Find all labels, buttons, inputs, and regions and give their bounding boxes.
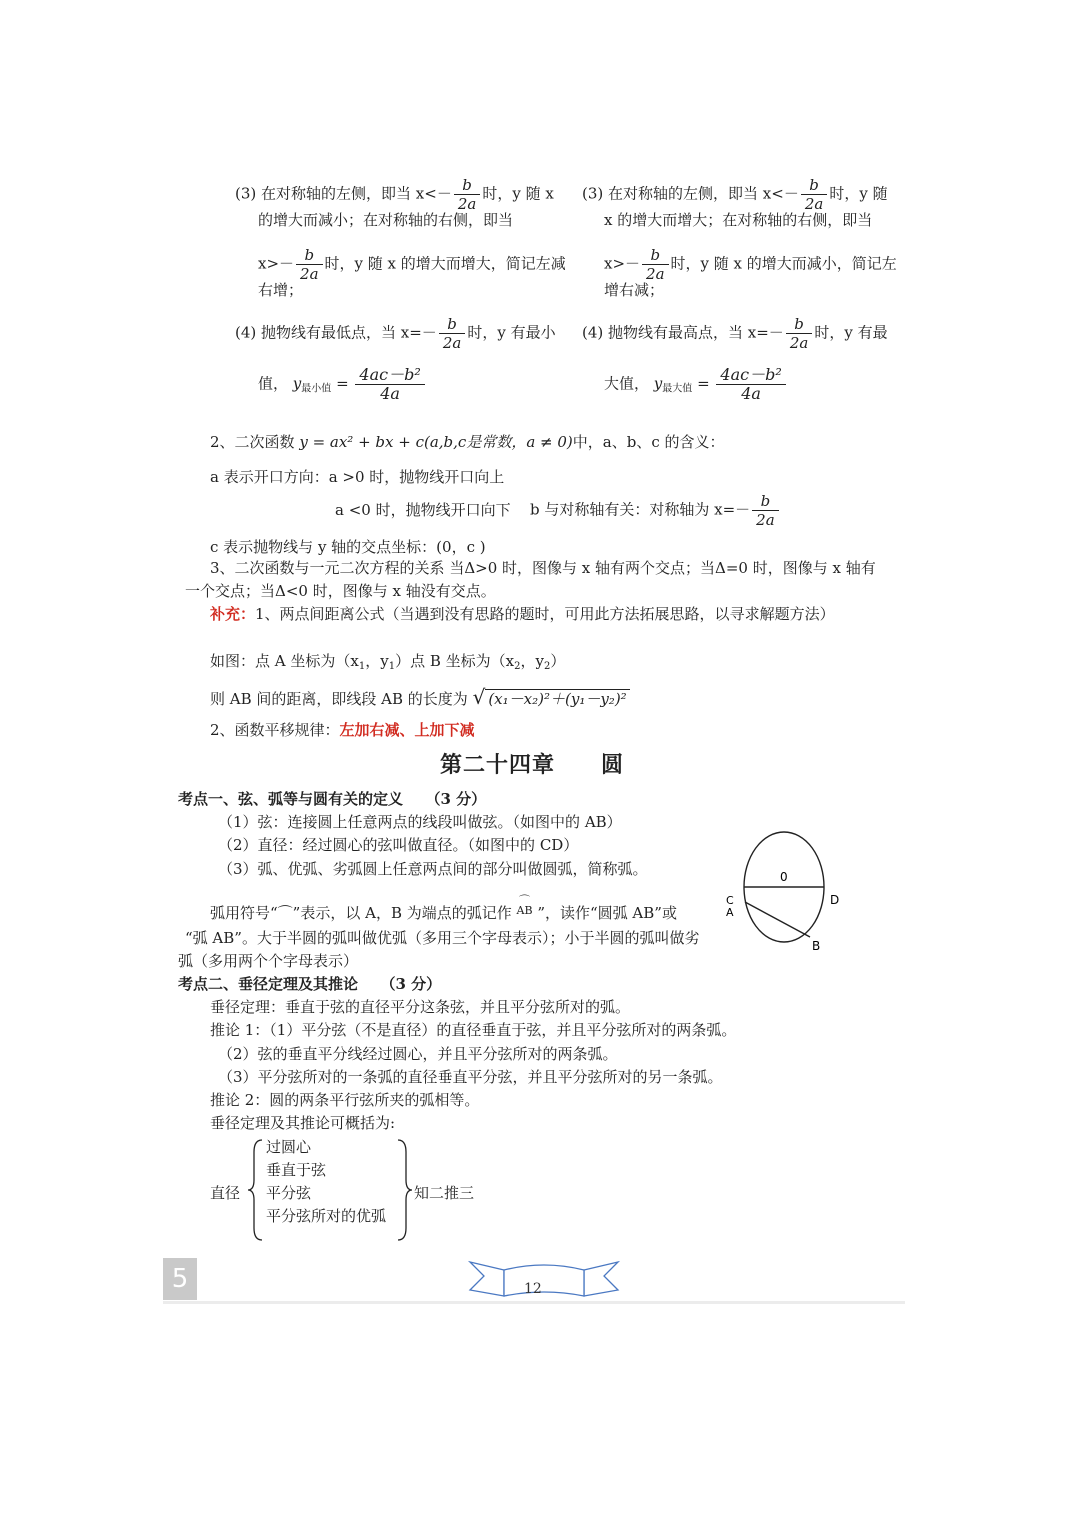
kaodian2-l5: 推论 2：圆的两条平行弦所夹的弧相等。: [210, 1091, 480, 1109]
fraction-b-over-2a: $\frac{b}{2a}$: [439, 315, 466, 352]
chapter-title: 第二十四章 圆: [440, 752, 625, 778]
fraction-b-over-2a: $\frac{b}{2a}$: [752, 492, 779, 529]
footer-divider: [163, 1301, 905, 1304]
section2-b-line: b 与对称轴有关：对称轴为 x=－ $\frac{b}{2a}$: [530, 492, 781, 529]
right-item3-line4: 增右减；: [604, 281, 665, 299]
kaodian2-l4: （3）平分弦所对的一条弧的直径垂直平分弦，并且平分弦所对的另一条弧。: [218, 1068, 723, 1086]
section2-a-line2: a <0 时，抛物线开口向下: [335, 501, 511, 519]
kaodian1-l5: “弧 AB”。大于半圆的弧叫做优弧（多用三个字母表示）；小于半圆的弧叫做劣: [185, 929, 700, 947]
label-o: 0: [780, 870, 788, 884]
section2-line1: 2、二次函数 y = ax² + bx + c(a,b,c是常数，a ≠ 0)中，a、b、c 的含义：: [210, 433, 725, 451]
label-a: A: [726, 906, 734, 919]
fraction-extreme-value: $\frac{\text{4ac－b²}}{4a}$: [355, 366, 424, 403]
section3-line1: 3、二次函数与一元二次方程的关系 当Δ>0 时，图像与 x 轴有两个交点；当Δ=0 时，图像与 x 轴有: [210, 559, 876, 577]
distance-formula: (x₁－x₂)²＋(y₁－y₂)²: [485, 689, 629, 708]
section2-c-line: c 表示抛物线与 y 轴的交点坐标：(0，c ): [210, 538, 486, 556]
kaodian2-title: 考点二、垂径定理及其推论 （3 分）: [178, 975, 442, 993]
circle-diagram: [720, 828, 860, 956]
supplement-label: 补充：: [210, 605, 256, 623]
kaodian1-l4: 弧用符号“⌒”表示，以 A，B 为端点的弧记作 ⌒ AB ”，读作“圆弧 AB”或: [210, 894, 677, 922]
fraction-b-over-2a: $\frac{b}{2a}$: [296, 246, 323, 283]
label-d: D: [830, 893, 840, 907]
right-item4-line1: (4) 抛物线有最高点，当 x=－ $\frac{b}{2a}$ 时，y 有最: [582, 315, 888, 352]
shift-rule: 左加右减、上加下减: [339, 721, 475, 739]
kaodian2-l6: 垂径定理及其推论可概括为:: [210, 1114, 396, 1132]
chord-ab: [745, 902, 810, 937]
kaodian2-l3: （2）弦的垂直平分线经过圆心，并且平分弦所对的两条弧。: [218, 1045, 618, 1063]
left-item3-line3: x>－ $\frac{b}{2a}$ 时，y 随 x 的增大而增大，简记左减: [258, 246, 566, 283]
left-item4-min-value: 值， $y_{最小值}$ = $\frac{\text{4ac－b²}}{4a}$: [258, 366, 427, 403]
supplement-distance-line: 则 AB 间的距离，即线段 AB 的长度为 √ (x₁－x₂)²＋(y₁－y₂)²: [210, 687, 630, 709]
brace-item-1: 垂直于弦: [266, 1161, 327, 1179]
supplement-line1: 补充：1、两点间距离公式（当遇到没有思路的题时，可用此方法拓展思路，以寻求解题方法）: [210, 605, 835, 623]
right-item3-line2: x 的增大而增大；在对称轴的右侧，即当: [604, 211, 873, 229]
fraction-extreme-value: $\frac{\text{4ac－b²}}{4a}$: [716, 366, 785, 403]
fraction-b-over-2a: $\frac{b}{2a}$: [454, 176, 481, 213]
right-item4-max-value: 大值， $y_{最大值}$ = $\frac{\text{4ac－b²}}{4a}$: [604, 366, 788, 403]
kaodian1-title: 考点一、弦、弧等与圆有关的定义 （3 分）: [178, 790, 487, 808]
arc-ab-symbol: ⌒ AB: [516, 894, 533, 917]
left-brace-icon: [246, 1138, 266, 1242]
brace-item-3: 平分弦所对的优弧: [266, 1207, 387, 1225]
page-badge: 5: [163, 1258, 197, 1300]
kaodian1-l2: （2）直径：经过圆心的弦叫做直径。（如图中的 CD）: [218, 836, 579, 854]
section3-line2: 一个交点；当Δ<0 时，图像与 x 轴没有交点。: [185, 582, 496, 600]
sqrt-icon: √: [472, 685, 486, 709]
left-item3-line1: (3) 在对称轴的左侧，即当 x<－ $\frac{b}{2a}$ 时，y 随 x: [235, 176, 554, 213]
kaodian2-l1: 垂径定理：垂直于弦的直径平分这条弦，并且平分弦所对的弧。: [210, 998, 631, 1016]
section2-a-line1: a 表示开口方向：a >0 时，抛物线开口向上: [210, 468, 505, 486]
label-b: B: [812, 939, 821, 953]
fraction-b-over-2a: $\frac{b}{2a}$: [786, 315, 813, 352]
brace-item-0: 过圆心: [266, 1138, 312, 1156]
fraction-b-over-2a: $\frac{b}{2a}$: [642, 246, 669, 283]
right-item3-line1: (3) 在对称轴的左侧，即当 x<－ $\frac{b}{2a}$ 时，y 随: [582, 176, 888, 213]
kaodian2-l2: 推论 1：（1）平分弦（不是直径）的直径垂直于弦，并且平分弦所对的两条弧。: [210, 1021, 737, 1039]
kaodian1-l1: （1）弦：连接圆上任意两点的线段叫做弦。（如图中的 AB）: [218, 813, 622, 831]
ribbon-banner-icon: [466, 1256, 622, 1302]
left-item3-line2: 的增大而减小；在对称轴的右侧，即当: [258, 211, 514, 229]
left-item3-line4: 右增；: [258, 281, 304, 299]
fraction-b-over-2a: $\frac{b}{2a}$: [801, 176, 828, 213]
brace-item-2: 平分弦: [266, 1184, 312, 1202]
right-brace-icon: [396, 1138, 416, 1242]
brace-diameter-label: 直径: [210, 1184, 241, 1202]
brace-result: 知二推三: [414, 1184, 475, 1202]
supplement-shift-line: 2、函数平移规律：左加右减、上加下减: [210, 721, 475, 739]
page-number: 12: [524, 1281, 542, 1297]
left-item4-line1: (4) 抛物线有最低点，当 x=－ $\frac{b}{2a}$ 时，y 有最小: [235, 315, 556, 352]
kaodian1-l3: （3）弧、优弧、劣弧圆上任意两点间的部分叫做圆弧，简称弧。: [218, 860, 648, 878]
right-item3-line3: x>－ $\frac{b}{2a}$ 时，y 随 x 的增大而减小，简记左: [604, 246, 897, 283]
label-c: C: [726, 894, 734, 907]
kaodian1-l6: 弧（多用两个个字母表示）: [178, 952, 359, 970]
supplement-figure-line: 如图：点 A 坐标为（$x_1$，$y_1$）点 B 坐标为（$x_2$，$y_2$）: [210, 652, 566, 672]
